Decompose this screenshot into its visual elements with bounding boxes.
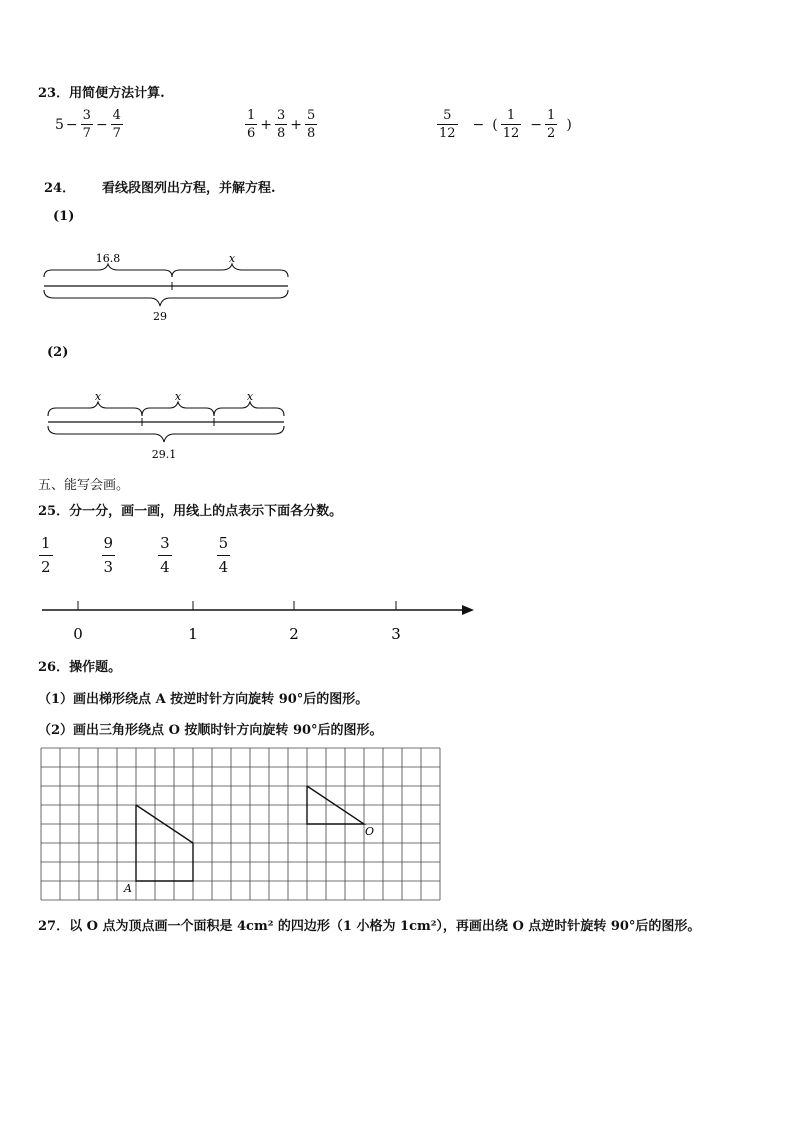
numerator: 5 [218, 534, 229, 552]
brace-bottom [48, 426, 284, 442]
denominator: 12 [439, 126, 456, 141]
fraction [158, 536, 172, 575]
numerator: 5 [307, 108, 316, 123]
point-a-label: A [124, 882, 132, 895]
brace-top-3 [214, 402, 284, 416]
denominator: 3 [102, 555, 116, 575]
numerator: 4 [112, 108, 121, 123]
denominator: 12 [502, 126, 520, 141]
label-x: x [174, 390, 182, 403]
tick-label-0: 0 [73, 625, 83, 643]
point-o-label: O [365, 825, 375, 838]
q27-title: 27．以 O 点为顶点画一个面积是 4cm² 的四边形（1 小格为 1cm²），再画出绕 O 点逆时针旋转 90°后的图形。 [38, 919, 701, 934]
q25-fraction-list [38, 536, 231, 575]
q23-expression-1 [55, 109, 124, 140]
plus-sign: + [290, 116, 303, 133]
label-x: x [228, 252, 236, 265]
numerator: 1 [247, 108, 256, 123]
numerator: 1 [41, 534, 51, 552]
section-5-title: 五、能写会画。 [38, 478, 130, 493]
label-x: x [94, 390, 102, 403]
plus-sign: + [260, 116, 273, 133]
numerator: 5 [443, 108, 452, 123]
numerator: 9 [103, 534, 114, 552]
brace-top-right [172, 264, 288, 277]
brace-top-2 [142, 402, 214, 416]
arrow-right-icon [462, 605, 474, 615]
denominator: 2 [39, 555, 53, 575]
fraction [39, 536, 53, 575]
minus-sign: − [472, 116, 485, 133]
fraction [275, 109, 287, 140]
denominator: 8 [277, 126, 286, 141]
q24-part1-label: (1) [53, 209, 75, 224]
numerator: 3 [82, 108, 91, 123]
denominator: 2 [547, 126, 556, 141]
q24-number: 24． [44, 181, 76, 196]
grid [41, 748, 440, 900]
label-29-1: 29.1 [151, 448, 177, 461]
label-29: 29 [153, 310, 167, 323]
q26-item-1: （1）画出梯形绕点 A 按逆时针方向旋转 90°后的图形。 [38, 692, 369, 707]
right-paren: ) [566, 116, 572, 133]
minus-sign: − [95, 116, 108, 133]
label-16-8: 16.8 [95, 252, 121, 265]
q25-title: 25．分一分，画一画，用线上的点表示下面各分数。 [38, 504, 343, 519]
fraction [111, 109, 123, 140]
denominator: 8 [307, 126, 316, 141]
number-line [38, 598, 478, 646]
tick-label-2: 2 [289, 625, 299, 643]
q26-item-2: （2）画出三角形绕点 O 按顺时针方向旋转 90°后的图形。 [38, 723, 383, 738]
brace-bottom [44, 290, 288, 306]
q26-title: 26．操作题。 [38, 660, 122, 675]
label-x: x [246, 390, 254, 403]
fraction [437, 109, 458, 140]
fraction [545, 109, 557, 140]
fraction [305, 109, 317, 140]
grid-figure [38, 745, 442, 903]
segment-diagram-2 [40, 388, 290, 463]
segment-diagram-1 [36, 250, 296, 325]
q23-expression-2 [244, 109, 318, 140]
denominator: 4 [217, 555, 231, 575]
fraction [217, 536, 231, 575]
numerator: 3 [160, 534, 170, 552]
tick-label-1: 1 [188, 625, 198, 643]
numerator: 3 [277, 108, 286, 123]
numerator: 1 [506, 108, 516, 123]
brace-top-left [44, 264, 172, 277]
numerator: 1 [547, 108, 556, 123]
expr-number: 5 [55, 116, 64, 133]
fraction [501, 109, 522, 140]
minus-sign: − [530, 116, 543, 133]
fraction [81, 109, 93, 140]
left-paren: ( [492, 116, 498, 133]
minus-sign: − [65, 116, 78, 133]
q24-part2-label: (2) [47, 345, 69, 360]
tick-label-3: 3 [391, 625, 401, 643]
denominator: 6 [247, 126, 256, 141]
fraction [102, 536, 116, 575]
denominator: 7 [82, 126, 91, 141]
brace-top-1 [48, 402, 142, 416]
denominator: 7 [112, 126, 121, 141]
fraction [245, 109, 257, 140]
q23-expression-3 [436, 109, 574, 140]
q23-title: 23．用简便方法计算. [38, 86, 165, 101]
q24-title: 看线段图列出方程，并解方程. [102, 181, 276, 196]
denominator: 4 [158, 555, 172, 575]
